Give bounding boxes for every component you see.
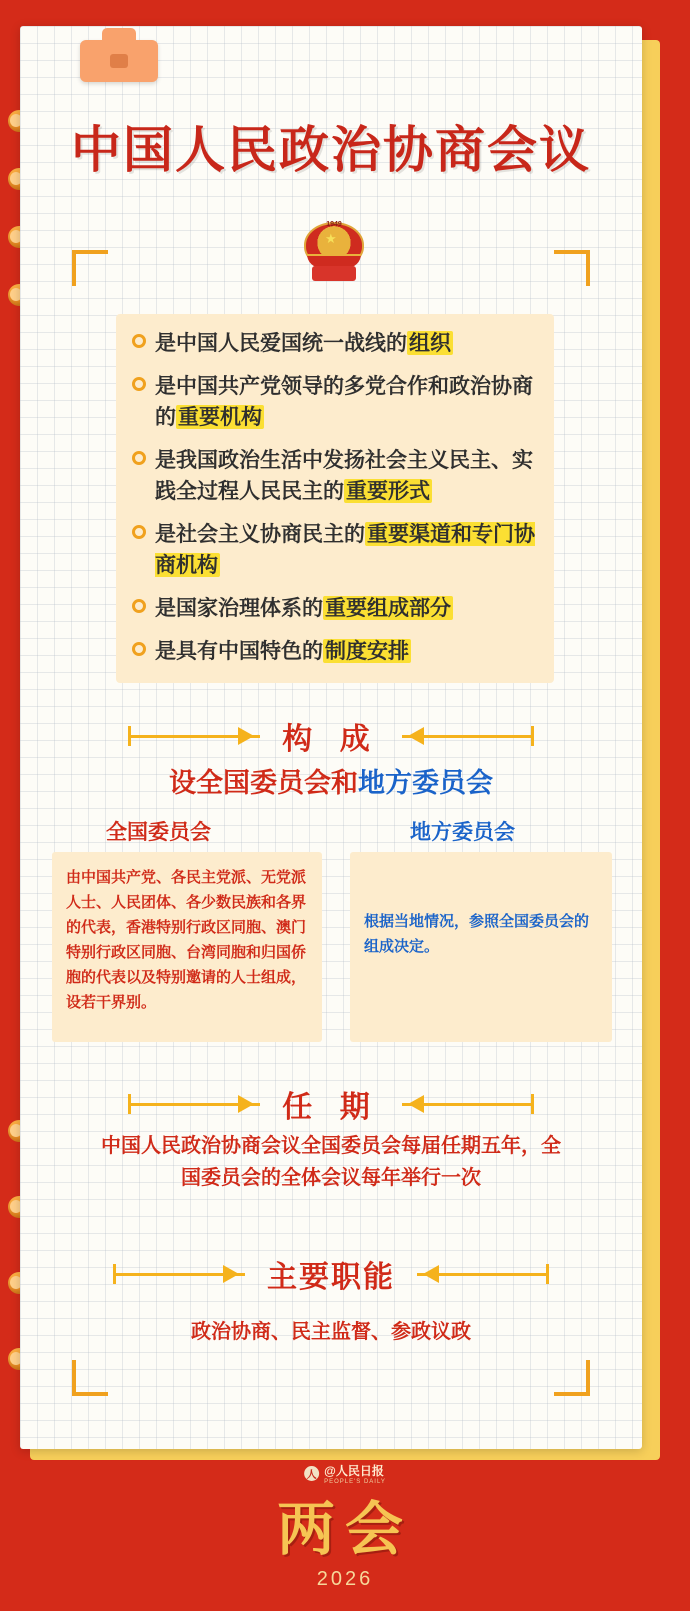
bullet-ring-icon — [132, 377, 146, 391]
emblem-year: 1949 — [326, 221, 342, 228]
section-label: 构 成 — [282, 723, 380, 756]
term-text: 中国人民政治协商会议全国委员会每届任期五年，全国委员会的全体会议每年举行一次 — [101, 1135, 561, 1189]
list-item-text: 是中国共产党领导的多党合作和政治协商的重要机构 — [155, 374, 533, 429]
bullet-ring-icon — [132, 642, 146, 656]
rule-left — [128, 1094, 260, 1114]
brand-handle: @人民日报 — [324, 1464, 384, 1478]
section-heading-composition — [20, 714, 642, 758]
footer-year: 2026 — [316, 1568, 374, 1590]
card-national-committee: 由中国共产党、各民主党派、无党派人士、人民团体、各少数民族和各界的代表，香港特别行政区同胞、澳门特别行政区同胞、台湾同胞和归国侨胞的代表以及特别邀请的人士组成，设若干界别。 — [52, 852, 322, 1042]
column-head-local: 地方委员会 — [410, 820, 515, 844]
list-item — [132, 636, 538, 667]
section-heading-functions — [20, 1252, 642, 1296]
list-item — [132, 371, 538, 433]
footer-title: 两会 — [276, 1497, 413, 1562]
column-head-national: 全国委员会 — [106, 820, 211, 844]
composition-subtitle-red: 设全国委员会和 — [169, 768, 358, 798]
list-item-text: 是具有中国特色的制度安排 — [155, 639, 409, 663]
rule-right — [417, 1264, 549, 1284]
corner-bracket — [72, 1360, 108, 1396]
list-item — [132, 328, 538, 359]
people-daily-logo-icon: 人 — [304, 1466, 319, 1481]
paper-clip-icon — [80, 40, 158, 82]
bullet-ring-icon — [132, 525, 146, 539]
section-label: 任 期 — [282, 1091, 380, 1124]
section-heading-term — [20, 1082, 642, 1126]
list-item-text: 是我国政治生活中发扬社会主义民主、实践全过程人民民主的重要形式 — [155, 448, 533, 503]
functions-text: 政治协商、民主监督、参政议政 — [191, 1321, 471, 1343]
key-points-panel — [116, 314, 554, 683]
corner-bracket — [554, 1360, 590, 1396]
brand-subtitle: PEOPLE'S DAILY — [324, 1479, 386, 1485]
card-local-committee: 根据当地情况，参照全国委员会的组成决定。 — [350, 852, 612, 1042]
corner-bracket — [554, 250, 590, 286]
rule-left — [128, 726, 260, 746]
list-item — [132, 519, 538, 581]
page-title: 中国人民政治协商会议 — [71, 122, 591, 178]
rule-right — [402, 1094, 534, 1114]
rule-left — [113, 1264, 245, 1284]
cppcc-emblem-icon: 1949 ★ — [301, 222, 367, 284]
bullet-ring-icon — [132, 334, 146, 348]
corner-bracket — [72, 250, 108, 286]
rule-right — [402, 726, 534, 746]
list-item-text: 是中国人民爱国统一战线的组织 — [155, 331, 451, 355]
list-item-text: 是社会主义协商民主的重要渠道和专门协商机构 — [155, 522, 535, 577]
footer — [0, 1482, 690, 1591]
list-item — [132, 593, 538, 624]
bullet-ring-icon — [132, 599, 146, 613]
section-label: 主要职能 — [267, 1261, 395, 1294]
list-item-text: 是国家治理体系的重要组成部分 — [155, 596, 451, 620]
poster-card — [20, 26, 642, 1449]
composition-subtitle-blue: 地方委员会 — [358, 768, 493, 798]
bullet-ring-icon — [132, 451, 146, 465]
list-item — [132, 445, 538, 507]
composition-subtitle — [20, 761, 642, 800]
